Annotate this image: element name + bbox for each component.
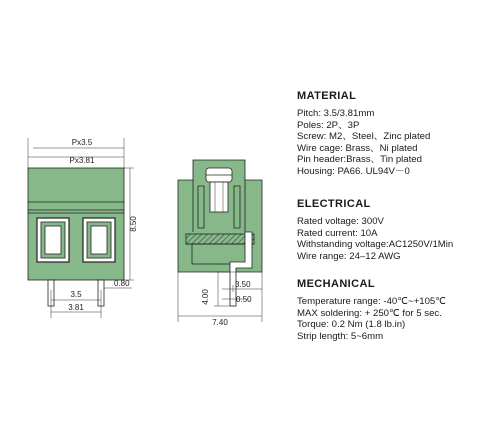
side-view bbox=[178, 160, 262, 327]
material-wire-cage: Wire cage: Brass、Ni plated bbox=[297, 142, 418, 154]
front-pin-spacing-a-label: 3.5 bbox=[70, 290, 82, 299]
mechanical-max-soldering: MAX soldering: + 250℃ for 5 sec. bbox=[297, 307, 442, 319]
material-poles: Poles: 2P、3P bbox=[297, 119, 360, 131]
wire-cage bbox=[186, 234, 254, 244]
front-height-label: 8.50 bbox=[129, 216, 138, 232]
front-pitch-a-label: Px3.5 bbox=[71, 138, 93, 147]
material-title: MATERIAL bbox=[297, 90, 357, 102]
wire-opening-left bbox=[37, 218, 69, 262]
side-depth-label: 7.40 bbox=[212, 318, 228, 327]
side-pin-length-label: 4.00 bbox=[201, 289, 210, 305]
electrical-title: ELECTRICAL bbox=[297, 198, 371, 210]
front-view bbox=[28, 138, 138, 318]
mechanical-section bbox=[297, 278, 477, 342]
front-pin-width-label: 0.80 bbox=[114, 279, 130, 288]
material-pin-header: Pin header:Brass、Tin plated bbox=[297, 154, 422, 166]
electrical-withstanding-voltage: Withstanding voltage:AC1250V/1Min bbox=[297, 239, 454, 251]
material-screw: Screw: M2、Steel、Zinc plated bbox=[297, 131, 431, 143]
material-housing: Housing: PA66. UL94V－0 bbox=[297, 165, 410, 177]
material-section bbox=[297, 90, 477, 178]
front-pin-spacing-b-label: 3.81 bbox=[68, 303, 84, 312]
side-pin-thickness-label: 0.50 bbox=[236, 295, 252, 304]
electrical-section bbox=[297, 198, 477, 262]
mechanical-strip-length: Strip length: 5~6mm bbox=[297, 330, 384, 342]
side-pin-offset-label: 3.50 bbox=[235, 280, 251, 289]
wire-opening-right bbox=[83, 218, 115, 262]
mechanical-torque: Torque: 0.2 Nm (1.8 lb.in) bbox=[297, 319, 406, 331]
electrical-rated-voltage: Rated voltage: 300V bbox=[297, 216, 384, 227]
electrical-rated-current: Rated current: 10A bbox=[297, 227, 378, 239]
material-pitch: Pitch: 3.5/3.81mm bbox=[297, 108, 375, 119]
electrical-wire-range: Wire range: 24–12 AWG bbox=[297, 250, 401, 262]
mechanical-temperature-range: Temperature range: -40℃~+105℃ bbox=[297, 296, 447, 307]
front-pitch-b-label: Px3.81 bbox=[69, 156, 95, 165]
mechanical-title: MECHANICAL bbox=[297, 278, 375, 290]
